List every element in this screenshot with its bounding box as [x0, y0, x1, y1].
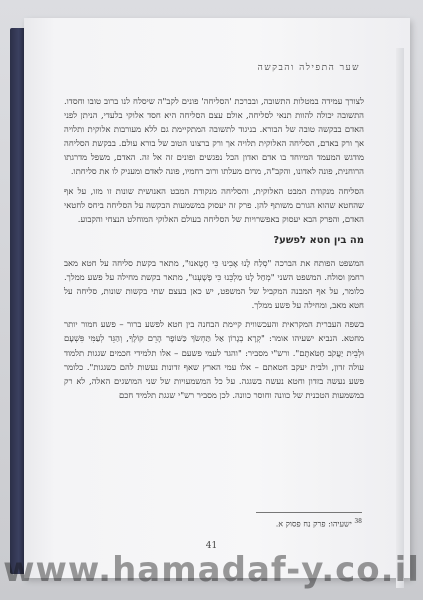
- footnote-number: 38: [354, 518, 362, 525]
- footnote: [84, 518, 362, 529]
- page-number: 41: [205, 541, 218, 551]
- page-edge: [396, 48, 404, 588]
- paragraph-2: הסליחה מנקודת המבט האלוקית, והסליחה מנקודת המבט האנושית שונות זו מזו, על אף שהחטא שהוא הגורם משותף להן. פרק זה יעסוק במשמעות הבקשה על הסליחה ביחס לחטאי האדם, והפרק הבא יעסוק באפשרויות של הסליחה בעולם האלוקי המוחלט הנצחי והקבוע.: [64, 185, 364, 224]
- book-page: [24, 18, 410, 578]
- paragraph-3: המשפט הפותח את הברכה "סְלַח לָנוּ אָבִינוּ כִּי חָטָאנוּ", מתאר בקשת סליחה על חטא מאב רחמן וסולח. המשפט השני "מְחַל לָנוּ מַלְכֵּנוּ כִּי פָשָׁעְנוּ", מתאר בקשת מחילה על פשע ממלך. כלומר, על אף המבנה המקביל של המשפט, יש כאן בעצם שתי בקשות שונות, סליחה על חטא מאב, ומחילה על פשע ממלך.: [64, 257, 364, 311]
- paragraph-4: בשפה העברית המקראית והעכשווית קיימת הבחנה בין חטא לפשע ברור – פשע חמור יותר מחטא. הנביא ישעיהו אומר: "קְרָא בְגָרוֹן אַל תַּחְשֹׂךְ כַּשּׁוֹפָר הָרֵם קוֹלֶךָ, וְהַגֵּד לְעַמִּי פִּשְׁעָם וּלְבֵית יַעֲקֹב חַטֹּאתָם". ורש"י מסביר: "והגד לעמי פשעם – אלו תלמידי חכמים שגגות תלמוד עולה זדון, ולבית יעקב חטאתם – אלו עמי הארץ שאף זדונות נעשות להם כשגגות". כלומר פשע נעשה בזדון וחטא נעשה בשגגה. על כל המשמעויות של שני המושגים האלה, לא רק במשמעות הטכנית של כוונה וחוסר כוונה. לכן מסביר רש"י שגגת תלמיד חכם: [64, 319, 364, 400]
- running-header: שער התפילה והבקשה: [257, 63, 360, 73]
- paragraph-1: לצורך עמידה במטלות התשובה, ובברכת 'הסליחה' פונים לקב"ה שיסלח לנו ברוב טובו וחסדו. התשובה יכולה להוות תנאי לסליחה, אולם עצם הסליחה היא חסד אלוקי בלעדי, הניתן לפני האדם בבקשה טובה של הבורא. בניגוד לתשובה המתקיימת גם ללא מעורבות אלוקית ותלויה אך ורק באדם, הסליחה האלוקית תלויה אך ורק ברצונו הטוב של בורא עולם. בבקשת הסליחה מודגש המעמד המיוחד בו אדם ואדון הכל נפגשים ופונים זה אל זה. האדם, משפל מדרגתו הרוחנית, פונה לאדונו, והקב"ה, מרום מעלתו ורוב רחמיו, פונה לאדם ומעניק לו את סליחתו.: [64, 96, 364, 177]
- footnote-text: ישעיהו: פרק נח פסוק א.: [275, 519, 352, 529]
- watermark: www.hamadaf-y.co.il: [3, 550, 420, 590]
- page-content: [64, 94, 364, 407]
- section-heading: מה בין חטא לפשע?: [273, 234, 364, 246]
- footnote-divider: [256, 512, 362, 513]
